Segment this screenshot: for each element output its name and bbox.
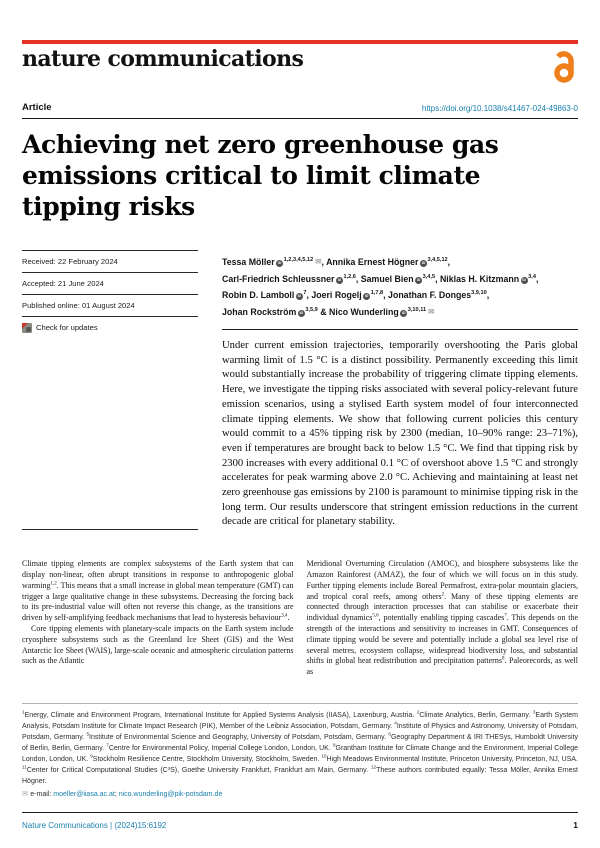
email-link[interactable]: moeller@iiasa.ac.at (53, 791, 115, 798)
info-grid (22, 250, 578, 530)
article-header-row (22, 102, 578, 119)
crossmark-icon (22, 323, 32, 333)
body-paragraph: Core tipping elements with planetary-scale impacts on the Earth system include cryosphere subsystems such as the Greenland Ice Sheet (GIS) and the West Antarctic Ice Sheet (WAIS), large-scale oceanic and atmospheric circulation patterns such as the Atlantic (22, 623, 294, 666)
author-list (222, 253, 578, 323)
article-type-label: Article (22, 102, 52, 113)
email-link[interactable]: nico.wunderling@pik-potsdam.de (118, 791, 223, 798)
check-for-updates-button[interactable] (22, 316, 198, 338)
email-line (22, 789, 578, 798)
authors-abstract-column (222, 250, 578, 530)
orcid-icon[interactable]: iD (337, 277, 342, 282)
journal-citation: Nature Communications | (2024)15:6192 (22, 821, 167, 830)
email-prefix: e-mail: (30, 791, 52, 798)
body-column-right (307, 559, 579, 678)
affiliation-text: $^1$Energy, Climate and Environment Program, International Institute for Applied Systems Analysis (IIASA), Laxenburg, Austria. $^2$Climate Analytics, Berlin, Germany. $^3$Earth System Analysis, Potsdam Institute for Climate Impact Research (PIK), Member of the Leibniz Association, Potsdam, Germany. $^4$Institute of Physics and Astronomy, University of Potsdam, Potsdam, Germany. $^5$Institute of Environmental Science and Geography, University of Potsdam, Potsdam, Germany. $^6$Geography Department & IRI THESys, Humboldt University of Berlin, Berlin, Germany. $^7$Centre for Environmental Policy, Imperial College London, London, UK. $^8$Grantham Institute for Climate Change and the Environment, Imperial College London, London, UK. $^9$Stockholm Resilience Centre, Stockholm University, Stockholm, Sweden. $^{10}$High Meadows Environmental Institute, Princeton University, Princeton, NJ, USA. $^{11}$Center for Critical Computational Studies (C³S), Goethe University Frankfurt, Frankfurt am Main, Germany. $^{12}$These authors contributed equally: Tessa Möller, Annika Ernest Högner. (22, 709, 579, 785)
body-paragraph: Meridional Overturning Circulation (AMOC), and biosphere subsystems like the Amazon Rainforest (AMAZ), the four of which we will focus on in this study. Further tipping elements include Boreal Permafrost, extra-polar mountain glaciers, and tropical coral reefs, among others$^2$. Many of these tipping elements are connected through interaction processes that can stabilise or exacerbate their individual dynamics$^{5,6}$, potentially enabling tipping cascades$^7$. This depends on the strength of the interactions and sensitivity to increases in GMT. Consequences of climate tipping would be severe and potentially include a global sea level rise of several metres, ecosystem collapse, widespread biodiversity loss, and substantial shifts in global heat redistribution and precipitation patterns$^8$. Paleorecords, as well as (306, 559, 578, 677)
envelope-icon[interactable]: ✉ (315, 257, 322, 267)
dates-column (22, 250, 198, 530)
received-date-label: Received: 22 February 2024 (22, 257, 118, 266)
published-date (22, 294, 198, 316)
envelope-icon: ✉ (22, 789, 29, 798)
author: Tessa Möller iD $^{1,2,3,4,5,12}$ ✉, (222, 256, 327, 267)
check-for-updates-label: Check for updates (36, 323, 98, 332)
author: Niklas H. Kitzmann iD $^{3,4}$, (439, 273, 539, 284)
doi-link[interactable]: https://doi.org/10.1038/s41467-024-49863-0 (421, 104, 578, 113)
body-text (22, 559, 578, 678)
author: Jonathan F. Donges$^{3,9,10}$, (388, 290, 490, 301)
author: Johan Rockström iD $^{3,5,9}$ & (222, 306, 330, 317)
author: Robin D. Lamboll iD $^7$, (222, 290, 312, 301)
author: Samuel Bien iD $^{3,4,5}$, (360, 273, 440, 284)
envelope-icon[interactable]: ✉ (428, 307, 435, 317)
accepted-date-label: Accepted: 21 June 2024 (22, 279, 104, 288)
page-number: 1 (573, 820, 578, 830)
orcid-icon[interactable]: iD (297, 294, 302, 299)
masthead (22, 46, 578, 84)
email-links: moeller@iiasa.ac.at; nico.wunderling@pik-potsdam.de (53, 791, 223, 798)
affiliations-footnote (22, 703, 578, 798)
orcid-icon[interactable]: iD (402, 310, 406, 315)
orcid-icon[interactable]: iD (416, 277, 421, 282)
author: Carl-Friedrich Schleussner iD $^{1,2,6}$, (222, 273, 361, 284)
orcid-icon[interactable]: iD (522, 277, 526, 282)
orcid-icon[interactable]: iD (277, 260, 282, 265)
published-date-label: Published online: 01 August 2024 (22, 301, 135, 310)
orcid-icon[interactable]: iD (364, 294, 369, 299)
body-paragraph: Climate tipping elements are complex subsystems of the Earth system that can display non-linear, often abrupt transitions in response to anthropogenic global warming$^{1,2}$. This means that a small increase in global mean temperature (GMT) can trigger a large qualitative change in these subsystems. Decreasing the forcing back to its pre-industrial value will often not reverse this change, as the transitions are driven by self-amplifying feedback mechanisms that lead to hysteresis behaviour$^{3,4}$. (22, 559, 294, 623)
received-date (22, 250, 198, 272)
abstract-text: Under current emission trajectories, temporarily overshooting the Paris global warming limit of 1.5 °C is a distinct possibility. Permanently exceeding this limit would substantially increase the probability of triggering climate tipping elements. Here, we investigate the tipping risks associated with several policy-relevant future emission scenarios, using a stylised Earth system model of four interconnected climate tipping elements. We show that following current policies this century would commit to a 45% tipping risk by 2300 (median, 10–90% range: 23–71%), even if temperatures are brought back to below 1.5 °C. We find that tipping risk by 2300 increases with every additional 0.1 °C of overshoot above 1.5 °C and strongly accelerates for peak warming above 2.0 °C. Achieving and maintaining at least net zero greenhouse gas emissions by 2100 is paramount to minimise tipping risk in the long term. Our results underscore that stringent emission reductions in the current decade are critical for planetary stability. (222, 340, 578, 528)
body-column-left (22, 559, 294, 678)
article-title: Achieving net zero greenhouse gas emissions critical to limit climate tipping risks (22, 130, 499, 221)
author: Annika Ernest Högner iD $^{3,4,5,12}$, (326, 256, 451, 267)
accepted-date (22, 272, 198, 294)
brand-accent-bar (22, 40, 578, 44)
author: Nico Wunderling iD $^{3,10,11}$ ✉ (329, 306, 435, 317)
author: Joeri Rogelj iD $^{1,7,8}$, (311, 290, 389, 301)
orcid-icon[interactable]: iD (299, 310, 304, 315)
open-access-icon (552, 50, 578, 84)
journal-logo: nature communications (22, 46, 304, 72)
orcid-icon[interactable]: iD (421, 260, 426, 265)
page-footer (22, 812, 578, 830)
abstract-section (222, 329, 578, 530)
